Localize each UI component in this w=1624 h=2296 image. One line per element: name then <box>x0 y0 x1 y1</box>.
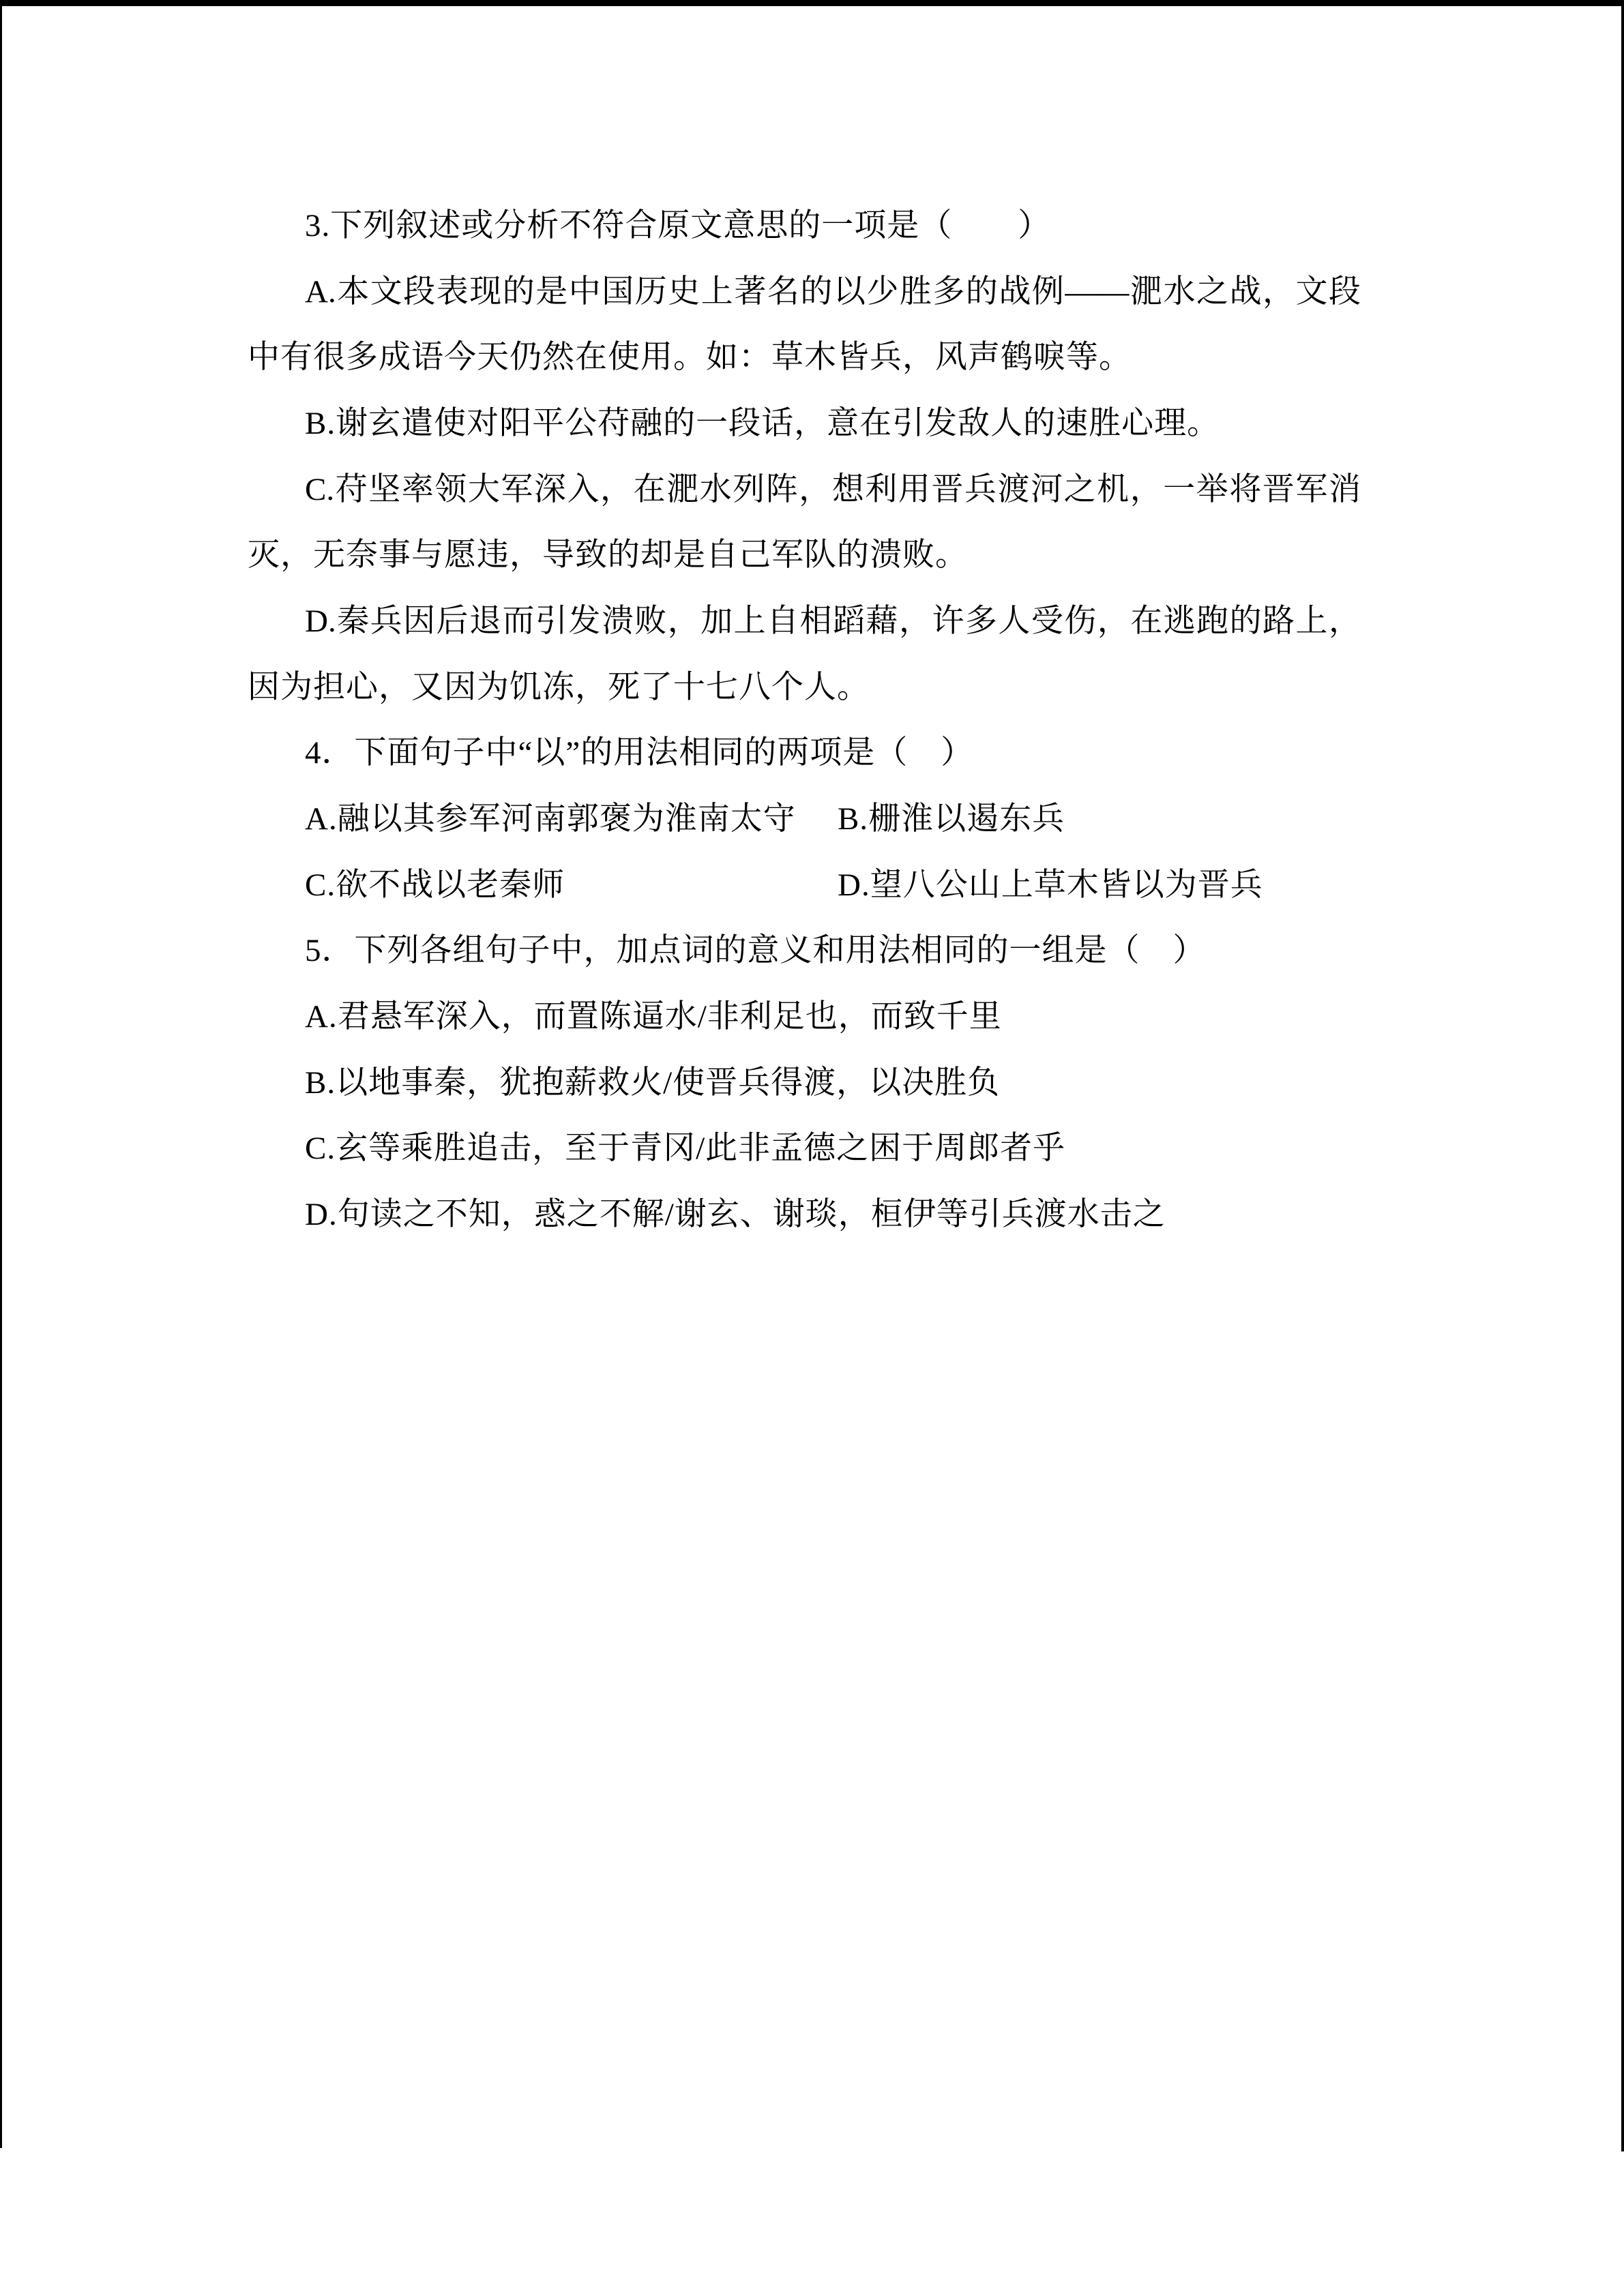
scan-edge-left <box>0 0 2 2148</box>
question-5-option-d: D.句读之不知，惑之不解/谢玄、谢琰，桓伊等引兵渡水击之 <box>305 1197 1166 1232</box>
question-4-option-a: A.融以其参军河南郭褒为淮南太守 <box>305 801 796 837</box>
scan-edge-top <box>0 0 1624 6</box>
question-4-option-c: C.欲不战以老秦师 <box>305 867 565 903</box>
question-5-stem: 5．下列各组句子中，加点词的意义和用法相同的一组是（ ） <box>305 933 1206 968</box>
question-3-option-b: B.谢玄遣使对阳平公苻融的一段话，意在引发敌人的速胜心理。 <box>305 406 1220 441</box>
question-3-option-c-line-2: 灭，无奈事与愿违，导致的却是自己军队的溃败。 <box>248 537 968 573</box>
question-3-option-a-line-2: 中有很多成语今天仍然在使用。如：草木皆兵，风声鹤唳等。 <box>248 340 1132 375</box>
question-3-stem: 3.下列叙述或分析不符合原文意思的一项是（ ） <box>305 208 1051 243</box>
question-4-stem: 4．下面句子中“以”的用法相同的两项是（ ） <box>305 735 974 771</box>
question-3-option-d-line-2: 因为担心，又因为饥冻，死了十七八个人。 <box>248 670 870 705</box>
question-3-option-a-line-1: A.本文段表现的是中国历史上著名的以少胜多的战例——淝水之战，文段 <box>305 274 1361 310</box>
question-3-option-d-line-1: D.秦兵因后退而引发溃败，加上自相蹈藉，许多人受伤，在逃跑的路上， <box>305 603 1361 639</box>
question-5-option-c: C.玄等乘胜追击，至于青冈/此非孟德之困于周郎者乎 <box>305 1131 1066 1166</box>
scan-edge-right <box>1621 0 1624 2151</box>
question-5-option-b: B.以地事秦，犹抱薪救火/使晋兵得渡，以决胜负 <box>305 1065 1001 1101</box>
question-4-option-b: B.栅淮以遏东兵 <box>838 801 1065 837</box>
question-4-option-d: D.望八公山上草木皆以为晋兵 <box>838 867 1263 903</box>
question-3-option-c-line-1: C.苻坚率领大军深入，在淝水列阵，想利用晋兵渡河之机，一举将晋军消 <box>305 472 1361 507</box>
question-5-option-a: A.君悬军深入，而置陈逼水/非利足也，而致千里 <box>305 999 1002 1034</box>
